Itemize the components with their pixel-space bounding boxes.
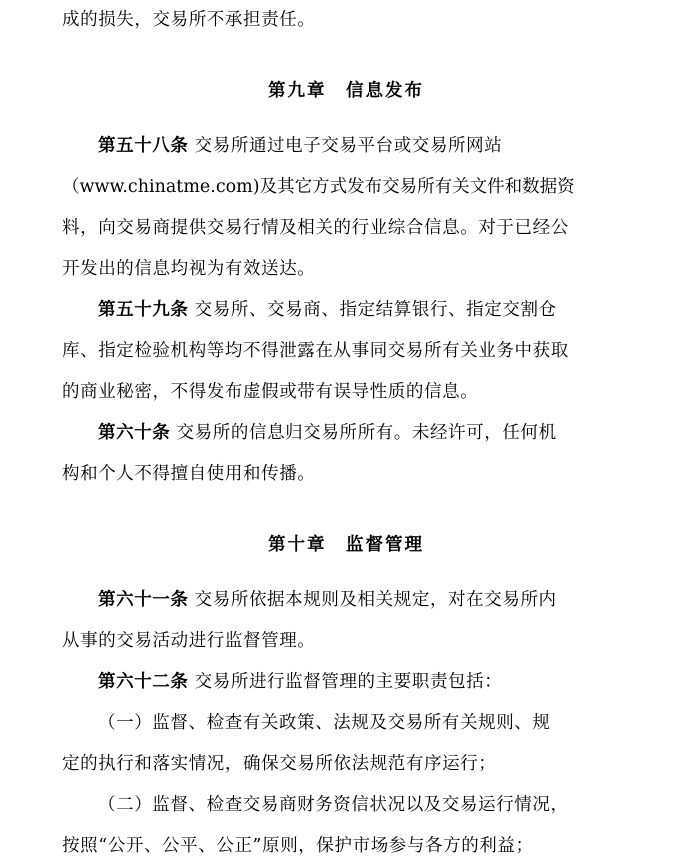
- article-label: 第六十二条: [98, 672, 189, 692]
- text-line: [62, 580, 630, 621]
- list-item-1: [62, 703, 630, 785]
- article-60: [62, 413, 630, 495]
- article-58: [62, 126, 630, 290]
- text-line: 成的损失，交易所不承担责任。: [62, 10, 316, 30]
- paragraph-carryover: [62, 0, 630, 41]
- text-line: [62, 662, 630, 703]
- text-run: 交易所通过电子交易平台或交易所网站: [188, 136, 503, 156]
- spacer: [62, 112, 630, 126]
- text-line: （二）监督、检查交易商财务资信状况以及交易运行情况，: [98, 795, 569, 815]
- spacer: [62, 41, 630, 71]
- article-label: 第五十八条: [98, 136, 189, 156]
- spacer: [62, 566, 630, 580]
- text-line: 料，向交易商提供交易行情及相关的行业综合信息。对于已经公: [62, 218, 569, 238]
- text-run: 交易所的信息归交易所所有。未经许可，任何机: [170, 423, 557, 443]
- article-label: 第五十九条: [98, 300, 189, 320]
- text-line: 构和个人不得擅自使用和传播。: [62, 464, 316, 484]
- text-run: 交易所、交易商、指定结算银行、指定交割仓: [188, 300, 557, 320]
- text-line: 开发出的信息均视为有效送达。: [62, 259, 316, 279]
- article-label: 第六十条: [98, 423, 171, 443]
- text-line: [62, 126, 630, 167]
- article-label: 第六十一条: [98, 590, 189, 610]
- text-run: 交易所进行监督管理的主要职责包括：: [188, 672, 503, 692]
- article-59: [62, 290, 630, 413]
- text-line: 从事的交易活动进行监督管理。: [62, 631, 316, 651]
- article-61: [62, 580, 630, 662]
- text-line: [62, 290, 630, 331]
- text-run: 交易所依据本规则及相关规定，对在交易所内: [188, 590, 557, 610]
- list-item-2: [62, 785, 630, 867]
- text-line: （www.chinatme.com)及其它方式发布交易所有关文件和数据资: [62, 177, 575, 197]
- text-line: [62, 413, 630, 454]
- spacer: [62, 495, 630, 525]
- text-line: 定的执行和落实情况，确保交易所依法规范有序运行；: [62, 754, 497, 774]
- text-line: 库、指定检验机构等均不得泄露在从事同交易所有关业务中获取: [62, 341, 569, 361]
- chapter-heading-ten: 第十章 监督管理: [268, 535, 424, 555]
- text-line: 按照“公开、公平、公正”原则，保护市场参与各方的利益；: [62, 836, 534, 856]
- text-line: 的商业秘密，不得发布虚假或带有误导性质的信息。: [62, 382, 479, 402]
- text-line: （一）监督、检查有关政策、法规及交易所有关规则、规: [98, 713, 551, 733]
- article-62: [62, 662, 630, 703]
- chapter-heading-nine: 第九章 信息发布: [268, 81, 424, 101]
